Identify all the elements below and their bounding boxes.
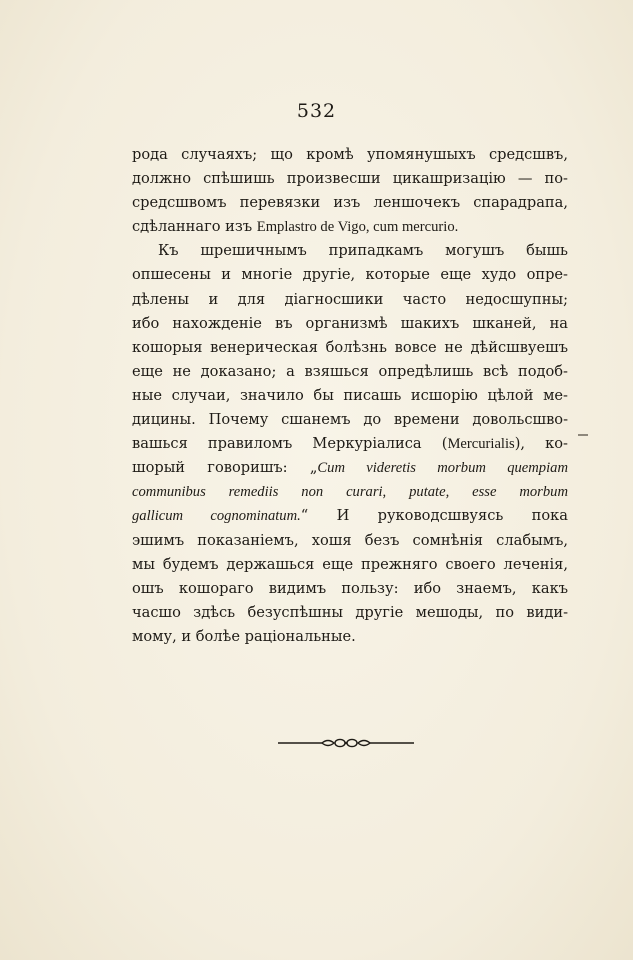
text-line-2: должно спѣшишь произвесши цикашризацію — по- [132, 170, 568, 188]
text-line-3: средсшвомъ перевязки изъ леншочекъ спарадрапа, [132, 194, 568, 212]
text-line-5: Къ шрешичнымъ припадкамъ могушъ бышь [158, 242, 568, 260]
text-line-4-russian: сдѣланнаго изъ [132, 218, 257, 236]
text-line-4 [132, 215, 568, 239]
text-line-16-latin: gallicum cognominatum. [132, 508, 301, 525]
text-line-11: ные случаи, значило бы писашь исшорiю цѣлой ме- [132, 386, 568, 404]
ornament-divider-icon [278, 736, 414, 750]
text-line-6: опшесены и многiе другiе, которые еще худо опре- [132, 266, 568, 284]
text-line-13-c: ), ко- [514, 435, 568, 453]
text-line-8: ибо нахожденiе въ организмѣ шакихъ шканей, на [132, 314, 568, 332]
text-line-20: часшо здѣсь безуспѣшны другiе мешоды, по види- [132, 603, 568, 621]
text-line-16-b: “ И руководсшвуясь пока [300, 507, 568, 525]
text-line-14-a: шорый говоришъ: „ [132, 459, 318, 477]
text-line-13-latin: Mercurialis [447, 436, 515, 453]
text-line-21: мому, и болѣе рацiональные. [132, 627, 356, 645]
text-line-10: еще не доказано; а взяшься опредѣлишь всѣ подоб- [132, 362, 568, 380]
text-line-7: дѣлены и для дiагносшики часто недосшупны; [132, 290, 568, 308]
text-line-17: эшимъ показанiемъ, хошя безъ сомнѣнiя слабымъ, [132, 531, 568, 549]
text-line-15: communibus remediis non curari, putate, esse morbum [132, 484, 568, 501]
text-line-14-latin: Cum videretis morbum quempiam [317, 460, 568, 477]
text-line-4-latin: Emplastro de Vigo, cum mercurio. [256, 219, 459, 236]
page-number: 532 [296, 100, 337, 122]
body-text [132, 143, 568, 649]
text-line-12: дицины. Почему сшанемъ до времени довольсшво- [132, 411, 568, 429]
text-line-13 [132, 432, 568, 456]
text-line-16 [132, 504, 568, 528]
text-line-14 [132, 456, 568, 480]
text-line-9: кошорыя венерическая болѣзнь вовсе не дѣйсшвуешъ [132, 338, 568, 356]
text-line-1: рода случаяхъ; що кромѣ упомянушыхъ средсшвъ, [132, 146, 568, 163]
text-line-18: мы будемъ держашься еще прежняго своего леченiя, [132, 555, 568, 573]
text-line-13-a: вашься правиломъ Меркурiалиса ( [132, 435, 448, 453]
text-line-19: ошъ кошораго видимъ пользу: ибо знаемъ, какъ [132, 579, 568, 597]
margin-mark [578, 434, 588, 436]
